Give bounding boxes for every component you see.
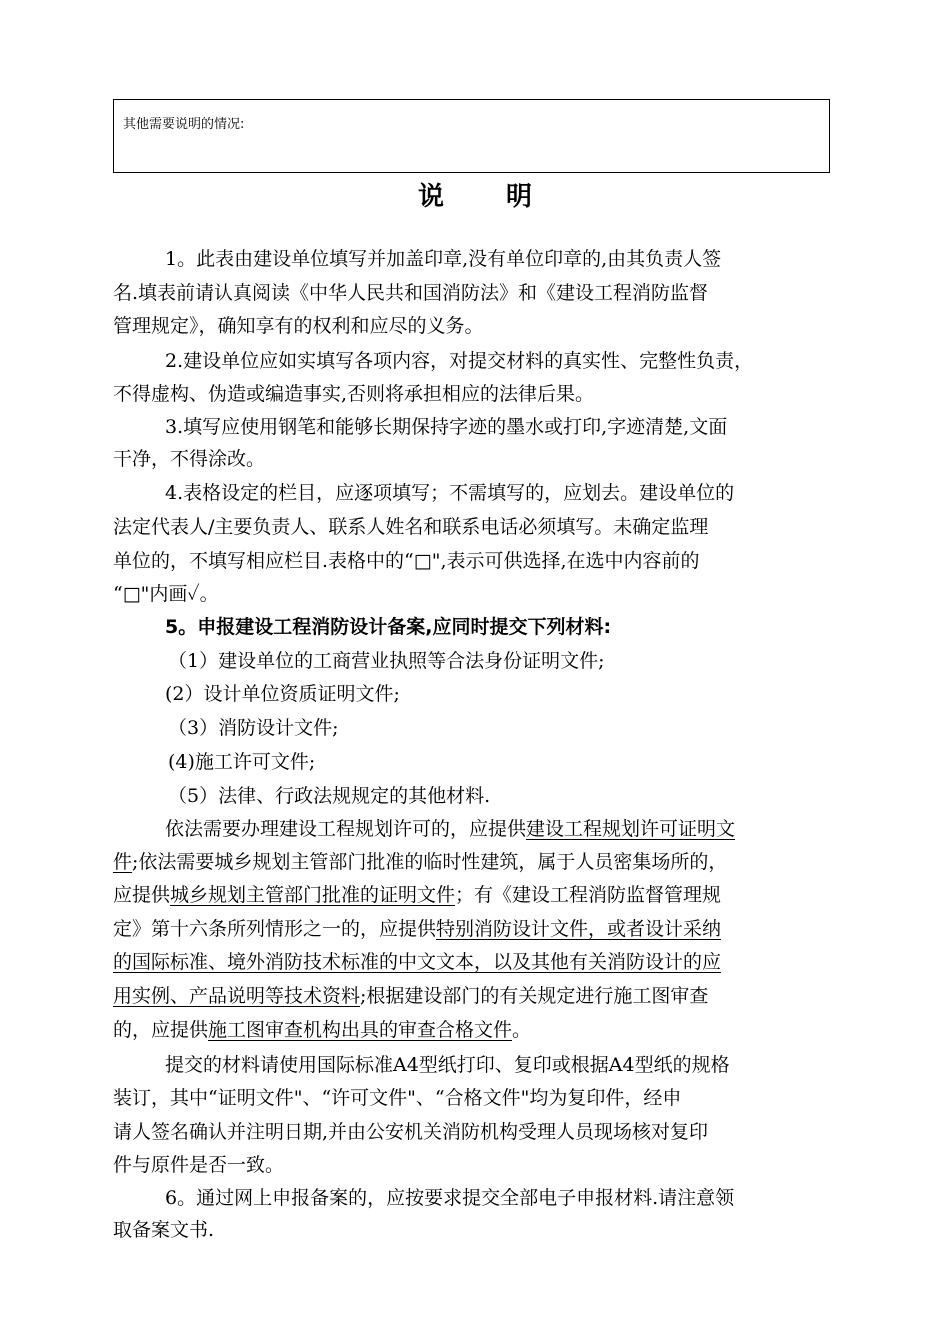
text-segment: 3.填写应使用钢笔和能够长期保持字迹的墨水或打印,字迹清楚,文面 — [165, 416, 728, 438]
text-segment: (2）设计单位资质证明文件; — [165, 683, 400, 705]
text-segment: 依法需要办理建设工程规划许可的，应提供 — [165, 818, 527, 840]
text-line — [165, 344, 753, 378]
text-line — [165, 677, 400, 711]
text-line — [113, 845, 727, 879]
text-segment: 5。申报建设工程消防设计备案,应同时提交下列材料: — [165, 616, 612, 638]
text-segment: ；有《建设工程消防监督管理规 — [455, 884, 722, 906]
text-segment: 管理规定》，确知享有的权利和应尽的义务。 — [113, 315, 484, 337]
text-line — [113, 276, 708, 310]
text-line — [113, 1213, 214, 1247]
text-segment: 6。通过网上申报备案的，应按要求提交全部电子申报材料.请注意领 — [165, 1187, 735, 1209]
text-line — [113, 510, 708, 544]
text-segment: （1）建设单位的工商营业执照等合法身份证明文件; — [168, 650, 605, 672]
text-segment: ;根据建设部门的有关规定进行施工图审查 — [360, 985, 709, 1007]
text-line — [113, 442, 265, 476]
text-line — [113, 1115, 708, 1149]
text-segment: （3）消防设计文件; — [168, 717, 339, 739]
text-segment: 取备案文书. — [113, 1219, 215, 1241]
text-line — [165, 1181, 734, 1215]
text-line — [165, 1048, 730, 1082]
text-line — [113, 309, 484, 343]
text-line — [113, 1148, 284, 1182]
underlined-text: 特别消防设计文件，或者设计采纳 — [436, 918, 722, 940]
underlined-text: 的国际标准、境外消防技术标准的中文文本，以及其他有关消防设计的应 — [113, 951, 722, 973]
underlined-text: 件 — [113, 851, 133, 873]
text-line — [113, 544, 700, 578]
text-line — [113, 979, 708, 1013]
text-line — [165, 812, 735, 846]
underlined-text: 建设工程规划许可证明文 — [526, 818, 736, 840]
text-segment: 4.表格设定的栏目，应逐项填写；不需填写的，应划去。建设单位的 — [165, 482, 735, 504]
text-segment: 名.填表前请认真阅读《中华人民共和国消防法》和《建设工程消防监督 — [113, 282, 709, 304]
text-segment: 装订，其中“证明文件"、“许可文件"、“合格文件"均为复印件，经申 — [113, 1087, 682, 1109]
text-line — [113, 1013, 531, 1047]
underlined-text: 用实例、产品说明等技术资料 — [113, 985, 361, 1007]
text-line — [168, 711, 339, 745]
text-line — [113, 912, 721, 946]
text-segment: 定》第十六条所列情形之一的，应提供 — [113, 918, 437, 940]
text-line — [113, 878, 721, 912]
text-segment: 件与原件是否一致。 — [113, 1154, 285, 1176]
text-line — [113, 1081, 681, 1115]
text-segment: 法定代表人/主要负责人、联系人姓名和联系电话必须填写。未确定监理 — [113, 516, 709, 538]
text-line — [165, 610, 611, 644]
text-segment: (4)施工许可文件; — [168, 751, 316, 773]
text-segment: 1。此表由建设单位填写并加盖印章,没有单位印章的,由其负责人签 — [165, 248, 722, 270]
text-segment: 干净，不得涂改。 — [113, 448, 266, 470]
text-segment: 不得虚构、伪造或编造事实,否则将承担相应的法律后果。 — [113, 383, 595, 405]
text-line — [168, 644, 605, 678]
text-segment: 提交的材料请使用国际标准A4型纸打印、复印或根据A4型纸的规格 — [165, 1054, 730, 1076]
text-line — [168, 745, 315, 779]
text-line — [165, 242, 721, 276]
text-segment: 请人签名确认并注明日期,并由公安机关消防机构受理人员现场核对复印 — [113, 1121, 709, 1143]
other-remarks-label: 其他需要说明的情况: — [123, 117, 245, 132]
text-line — [168, 779, 490, 813]
text-line — [113, 577, 219, 611]
text-line — [165, 410, 727, 444]
other-remarks-box — [113, 99, 830, 173]
text-segment: ;依法需要城乡规划主管部门批准的临时性建筑，属于人员密集场所的， — [132, 851, 728, 873]
underlined-text: 施工图审查机构出具的审查合格文件 — [208, 1019, 513, 1041]
text-line — [113, 945, 721, 979]
underlined-text: 城乡规划主管部门批准的证明文件 — [170, 884, 456, 906]
text-segment: 单位的，不填写相应栏目.表格中的“□",表示可供选择,在选中内容前的 — [113, 550, 700, 572]
text-segment: 应提供 — [113, 884, 171, 906]
text-segment: 2.建设单位应如实填写各项内容，对提交材料的真实性、完整性负责， — [165, 350, 754, 372]
text-segment: 。 — [512, 1019, 532, 1041]
page-title: 说明 — [417, 182, 594, 212]
text-line — [165, 476, 734, 510]
text-line — [113, 377, 594, 411]
text-segment: “□"内画✓。 — [113, 583, 219, 605]
text-segment: （5）法律、行政法规规定的其他材料. — [168, 785, 491, 807]
text-segment: 的，应提供 — [113, 1019, 209, 1041]
